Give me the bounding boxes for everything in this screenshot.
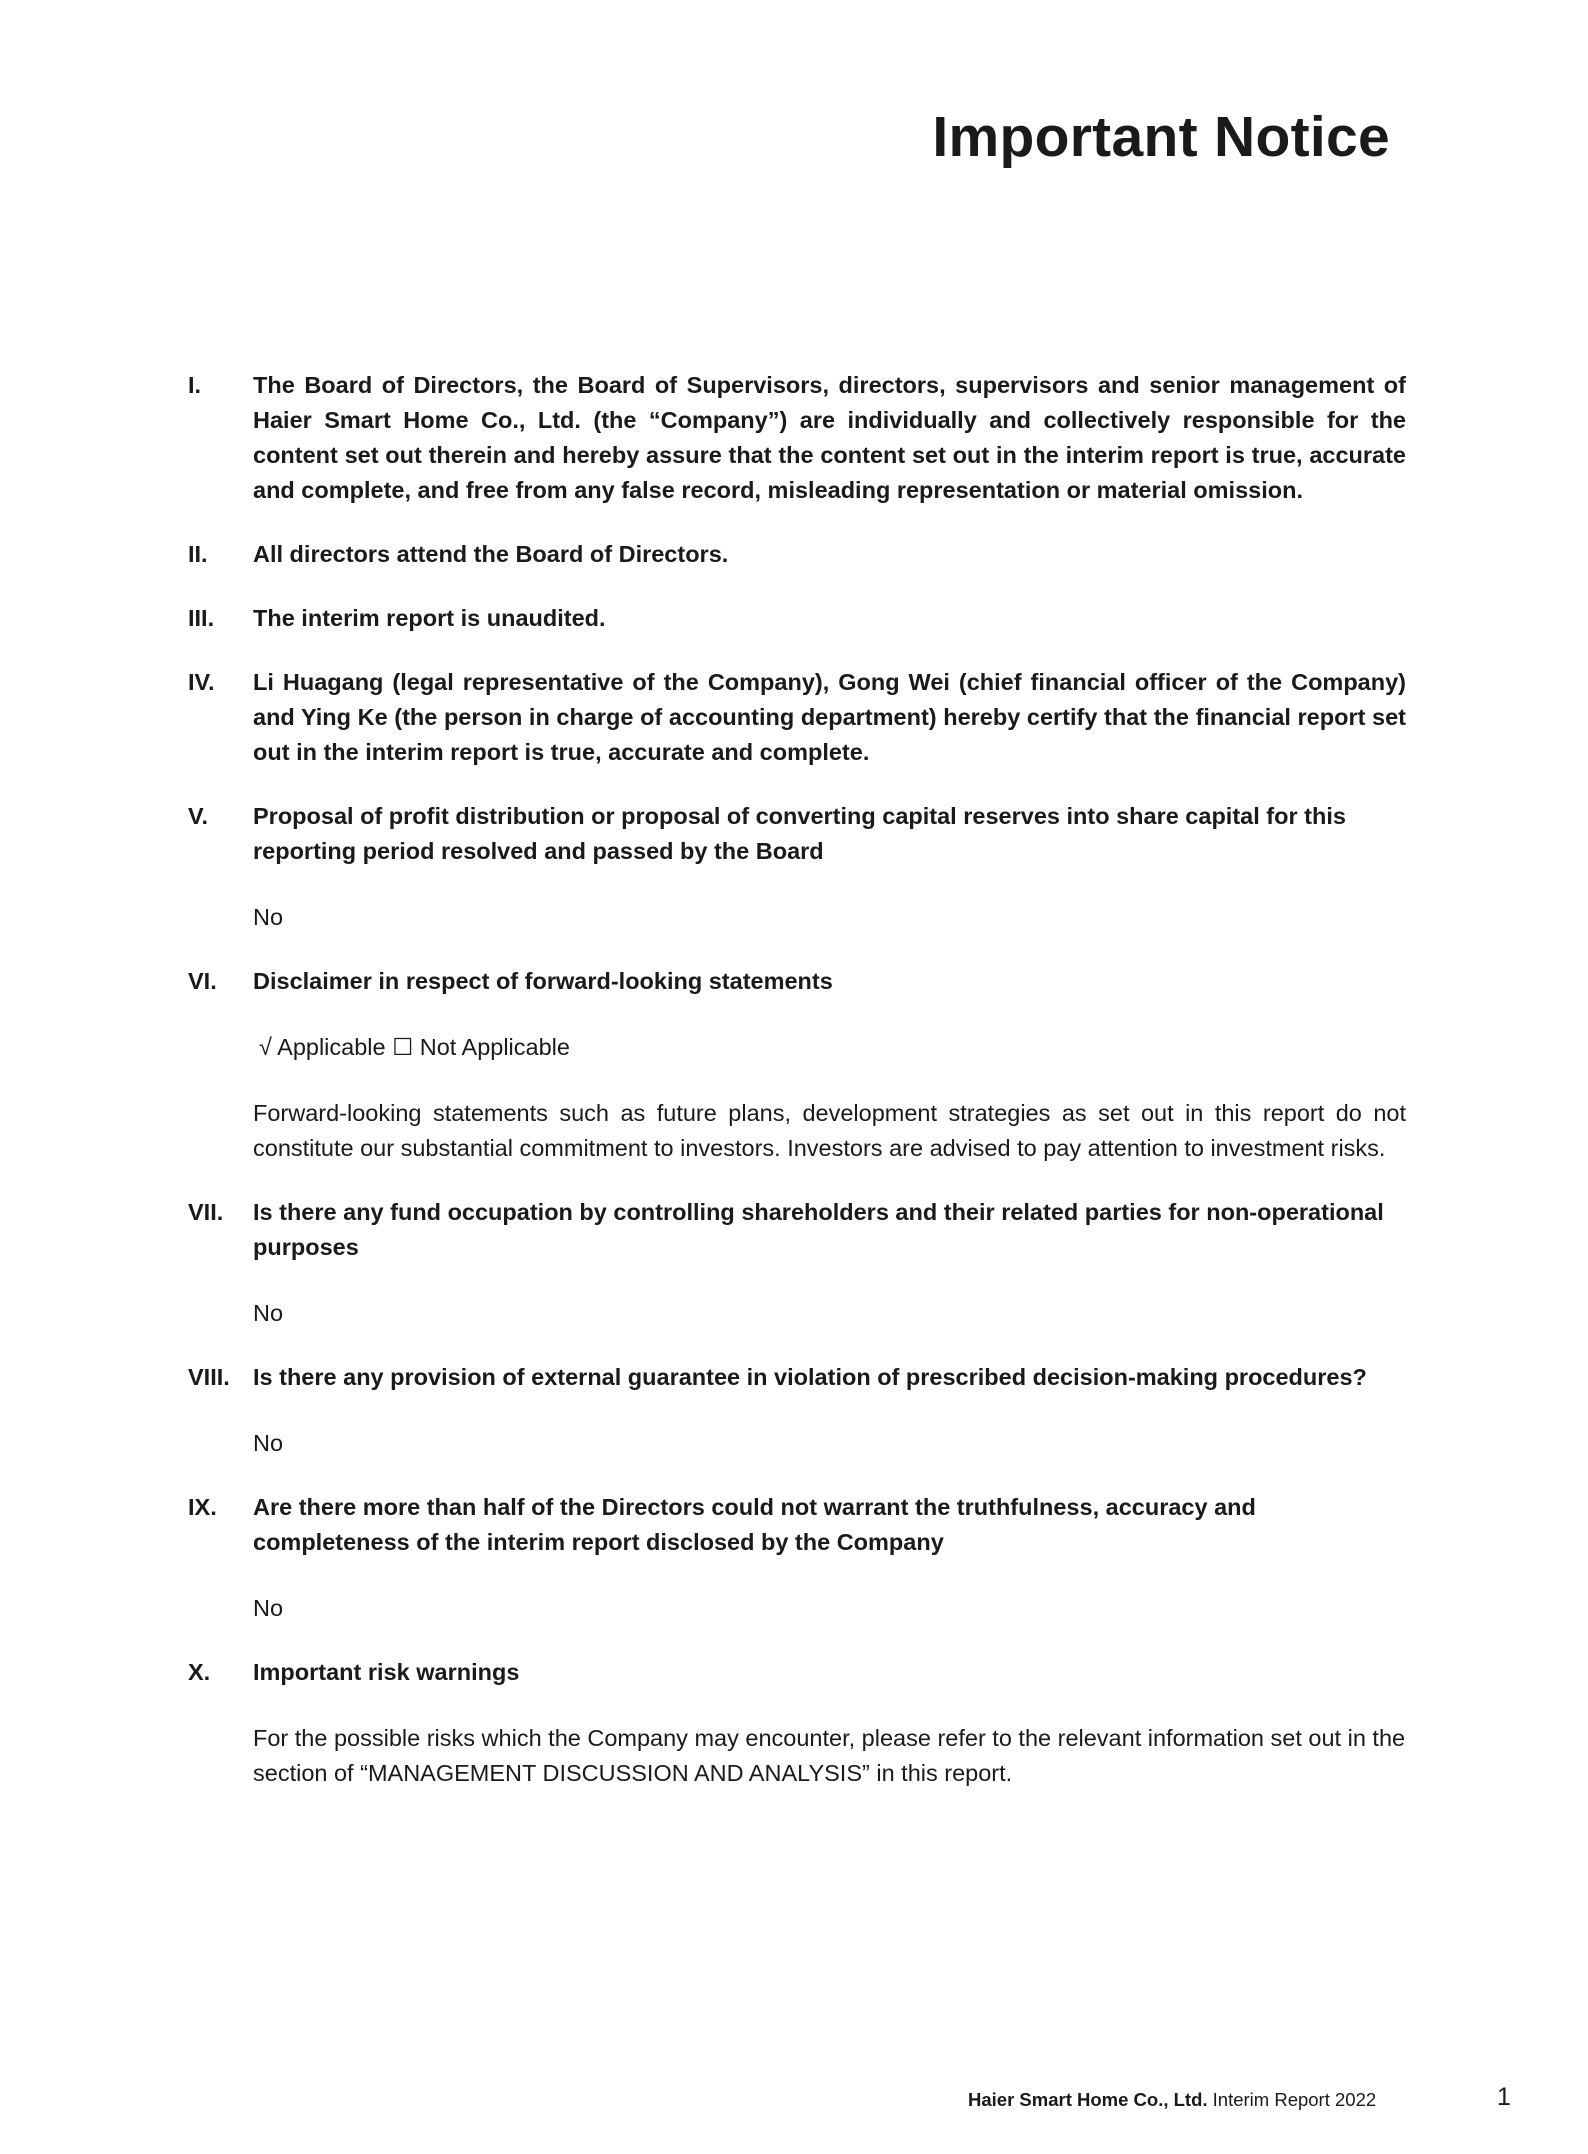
item-body [253, 1490, 1406, 1626]
notice-list [188, 368, 1406, 1820]
item-answer: No [253, 1300, 284, 1326]
item-numeral: IX. [188, 1494, 217, 1520]
item-numeral: VIII. [188, 1364, 230, 1390]
item-heading: Proposal of profit distribution or proposal of converting capital reserves into share capital for this reporting period resolved and passed by the Board [253, 803, 1346, 864]
page-number: 1 [1497, 2083, 1511, 2111]
item-body [253, 368, 1406, 508]
item-heading: The interim report is unaudited. [253, 605, 606, 631]
check-mark-icon: √ [259, 1034, 272, 1060]
item-body [253, 601, 1406, 636]
applicability-options [259, 1030, 1406, 1065]
item-body [253, 665, 1406, 770]
item-numeral: IV. [188, 669, 215, 695]
notice-item-x [188, 1655, 1406, 1791]
item-heading: Are there more than half of the Directors could not warrant the truthfulness, accuracy and completeness of the interim report disclosed by the Company [253, 1494, 1256, 1555]
notice-item-iii [188, 601, 1406, 636]
item-body [253, 1655, 1406, 1791]
item-body [253, 537, 1406, 572]
item-heading: Li Huagang (legal representative of the Company), Gong Wei (chief financial officer of the Company) and Ying Ke (the person in charge of accounting department) hereby certify that the financial report set out in the interim report is true, accurate and complete. [253, 669, 1406, 765]
item-heading: The Board of Directors, the Board of Supervisors, directors, supervisors and senior management of Haier Smart Home Co., Ltd. (the “Company”) are individually and collectively responsible for the content set out therein and hereby assure that the content set out in the interim report is true, accurate and complete, and free from any false record, misleading representation or material omission. [253, 372, 1406, 503]
item-body [253, 964, 1406, 1166]
notice-item-iv [188, 665, 1406, 770]
item-answer: No [253, 1430, 284, 1456]
not-applicable-label: Not Applicable [419, 1034, 570, 1060]
item-heading: Is there any fund occupation by controlling shareholders and their related parties for non-operational purposes [253, 1199, 1384, 1260]
item-heading: Important risk warnings [253, 1659, 520, 1685]
footer-company: Haier Smart Home Co., Ltd. [968, 2089, 1208, 2110]
notice-item-vi [188, 964, 1406, 1166]
empty-checkbox-icon: ☐ [392, 1034, 414, 1060]
item-paragraph: Forward-looking statements such as future plans, development strategies as set out in this report do not constitute our substantial commitment to investors. Investors are advised to pay attention to investment risks. [253, 1100, 1406, 1161]
item-body [253, 1360, 1406, 1461]
notice-item-viii [188, 1360, 1406, 1461]
item-numeral: III. [188, 605, 215, 631]
item-numeral: I. [188, 372, 202, 398]
item-heading: Disclaimer in respect of forward-looking statements [253, 968, 833, 994]
footer-report: Interim Report 2022 [1212, 2089, 1377, 2110]
item-numeral: V. [188, 803, 209, 829]
applicable-label: Applicable [277, 1034, 386, 1060]
notice-item-ii [188, 537, 1406, 572]
item-body [253, 799, 1406, 935]
page-title: Important Notice [932, 105, 1390, 170]
item-numeral: II. [188, 541, 208, 567]
item-numeral: VI. [188, 968, 217, 994]
notice-item-v [188, 799, 1406, 935]
item-heading: All directors attend the Board of Directors. [253, 541, 729, 567]
item-heading: Is there any provision of external guarantee in violation of prescribed decision-making procedures? [253, 1364, 1367, 1390]
notice-item-ix [188, 1490, 1406, 1626]
notice-item-vii [188, 1195, 1406, 1331]
item-numeral: X. [188, 1659, 211, 1685]
item-paragraph: For the possible risks which the Company may encounter, please refer to the relevant information set out in the section of “MANAGEMENT DISCUSSION AND ANALYSIS” in this report. [253, 1725, 1406, 1786]
item-numeral: VII. [188, 1199, 224, 1225]
notice-item-i [188, 368, 1406, 508]
item-answer: No [253, 1595, 284, 1621]
item-answer: No [253, 904, 284, 930]
item-body [253, 1195, 1406, 1331]
page-footer [968, 2089, 1376, 2111]
